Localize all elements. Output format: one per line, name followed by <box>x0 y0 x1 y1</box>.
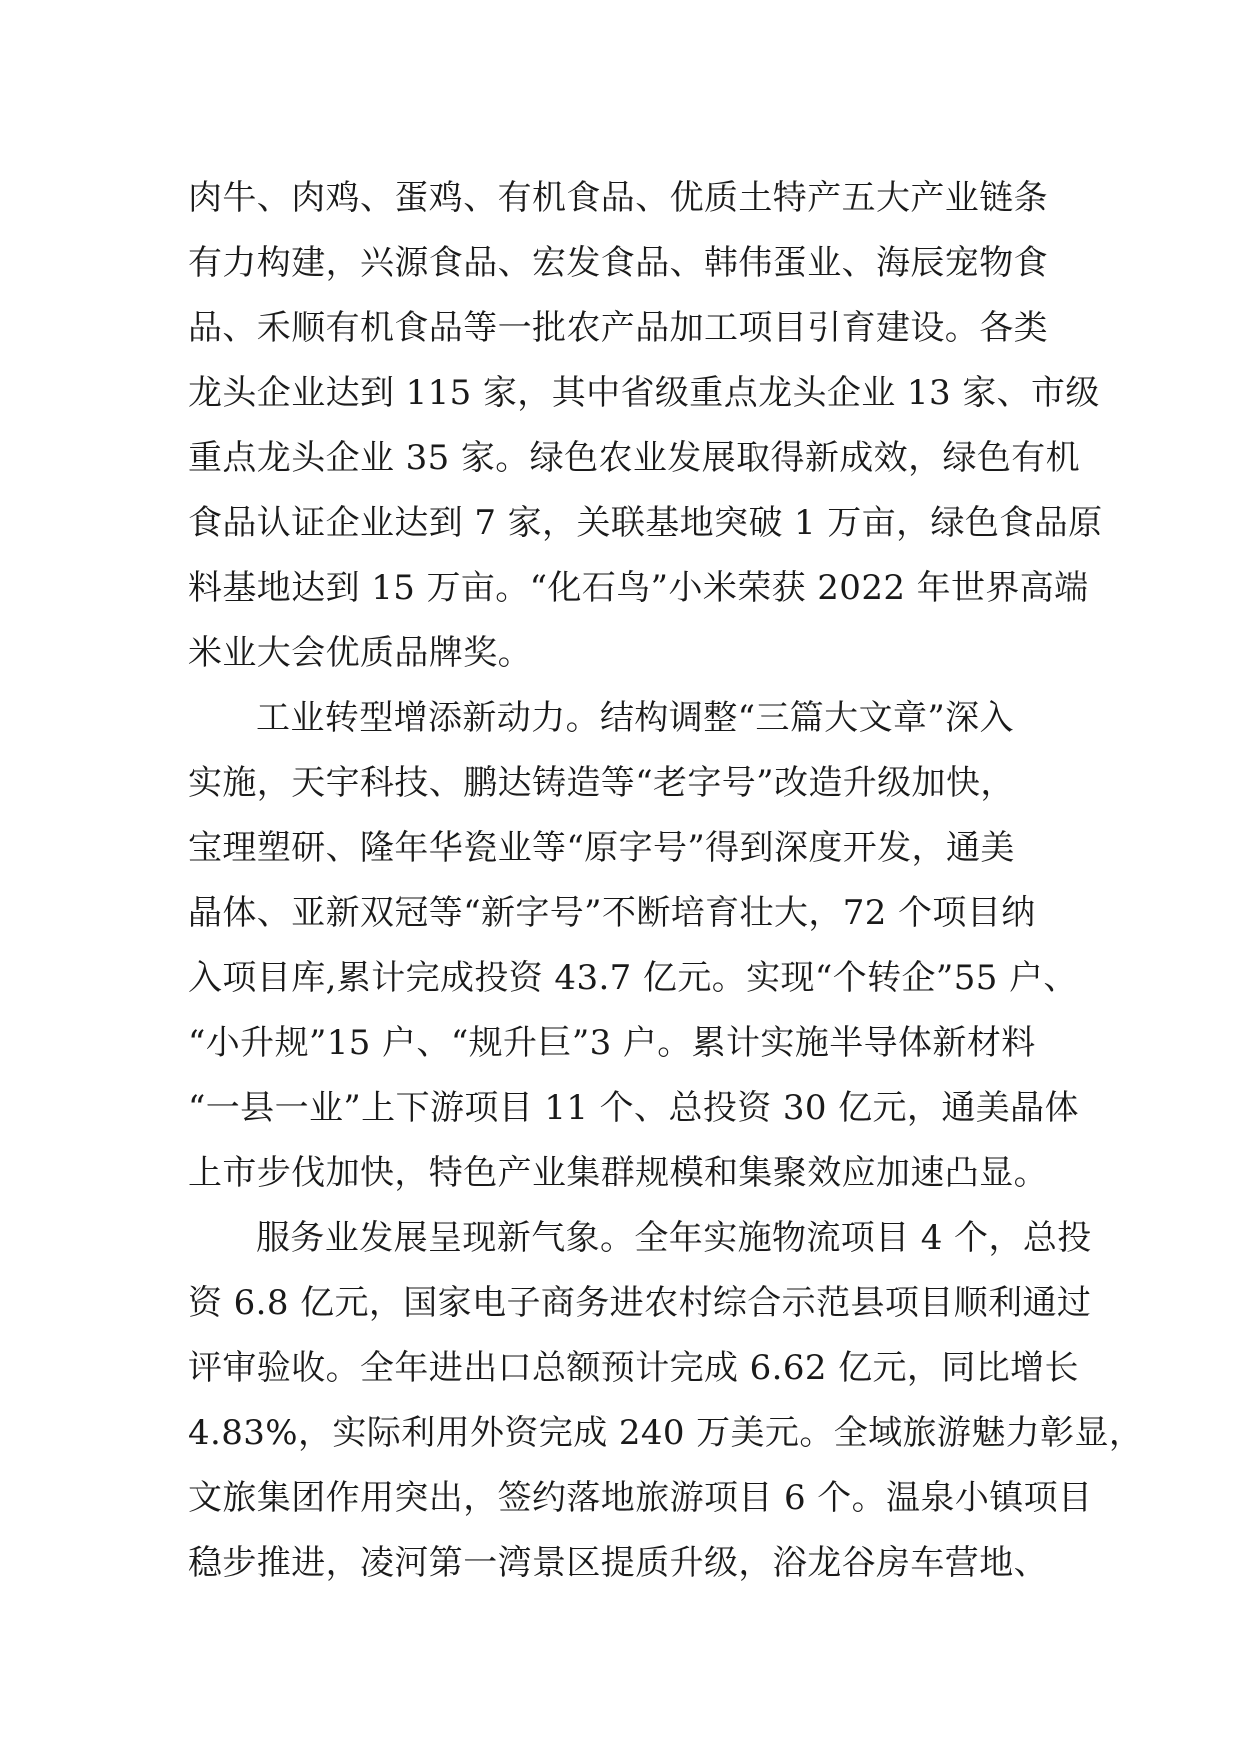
text-line: 4.83%，实际利用外资完成 240 万美元。全域旅游魅力彰显， <box>188 1413 1144 1453</box>
text-line: 宝理塑研、隆年华瓷业等“原字号”得到深度开发，通美 <box>188 828 1015 868</box>
text-line: 晶体、亚新双冠等“新字号”不断培育壮大，72 个项目纳 <box>188 893 1036 933</box>
text-line: 品、禾顺有机食品等一批农产品加工项目引育建设。各类 <box>188 308 1048 348</box>
text-line: 肉牛、肉鸡、蛋鸡、有机食品、优质土特产五大产业链条 <box>188 178 1048 218</box>
text-line: 料基地达到 15 万亩。“化石鸟”小米荣获 2022 年世界高端 <box>188 568 1089 608</box>
body-text <box>188 166 1144 1596</box>
paragraph-start-line: 服务业发展呈现新气象。全年实施物流项目 4 个，总投 <box>256 1218 1092 1258</box>
text-line: 重点龙头企业 35 家。绿色农业发展取得新成效，绿色有机 <box>188 438 1081 478</box>
text-line: 龙头企业达到 115 家，其中省级重点龙头企业 13 家、市级 <box>188 373 1100 413</box>
text-line: 上市步伐加快，特色产业集群规模和集聚效应加速凸显。 <box>188 1153 1048 1193</box>
text-line: 米业大会优质品牌奖。 <box>188 633 532 673</box>
text-line: “一县一业”上下游项目 11 个、总投资 30 亿元，通美晶体 <box>188 1088 1079 1128</box>
text-line: 入项目库,累计完成投资 43.7 亿元。实现“个转企”55 户、 <box>188 958 1078 998</box>
paragraph-start-line: 工业转型增添新动力。结构调整“三篇大文章”深入 <box>256 698 1014 738</box>
text-line: 食品认证企业达到 7 家，关联基地突破 1 万亩，绿色食品原 <box>188 503 1103 543</box>
text-line: 评审验收。全年进出口总额预计完成 6.62 亿元，同比增长 <box>188 1348 1079 1388</box>
text-line: “小升规”15 户、“规升巨”3 户。累计实施半导体新材料 <box>188 1023 1036 1063</box>
text-line: 有力构建，兴源食品、宏发食品、韩伟蛋业、海辰宠物食 <box>188 243 1048 283</box>
text-line: 文旅集团作用突出，签约落地旅游项目 6 个。温泉小镇项目 <box>188 1478 1093 1518</box>
text-line: 资 6.8 亿元，国家电子商务进农村综合示范县项目顺利通过 <box>188 1283 1092 1323</box>
text-line: 稳步推进，凌河第一湾景区提质升级，浴龙谷房车营地、 <box>188 1543 1048 1583</box>
text-line: 实施，天宇科技、鹏达铸造等“老字号”改造升级加快， <box>188 763 1015 803</box>
